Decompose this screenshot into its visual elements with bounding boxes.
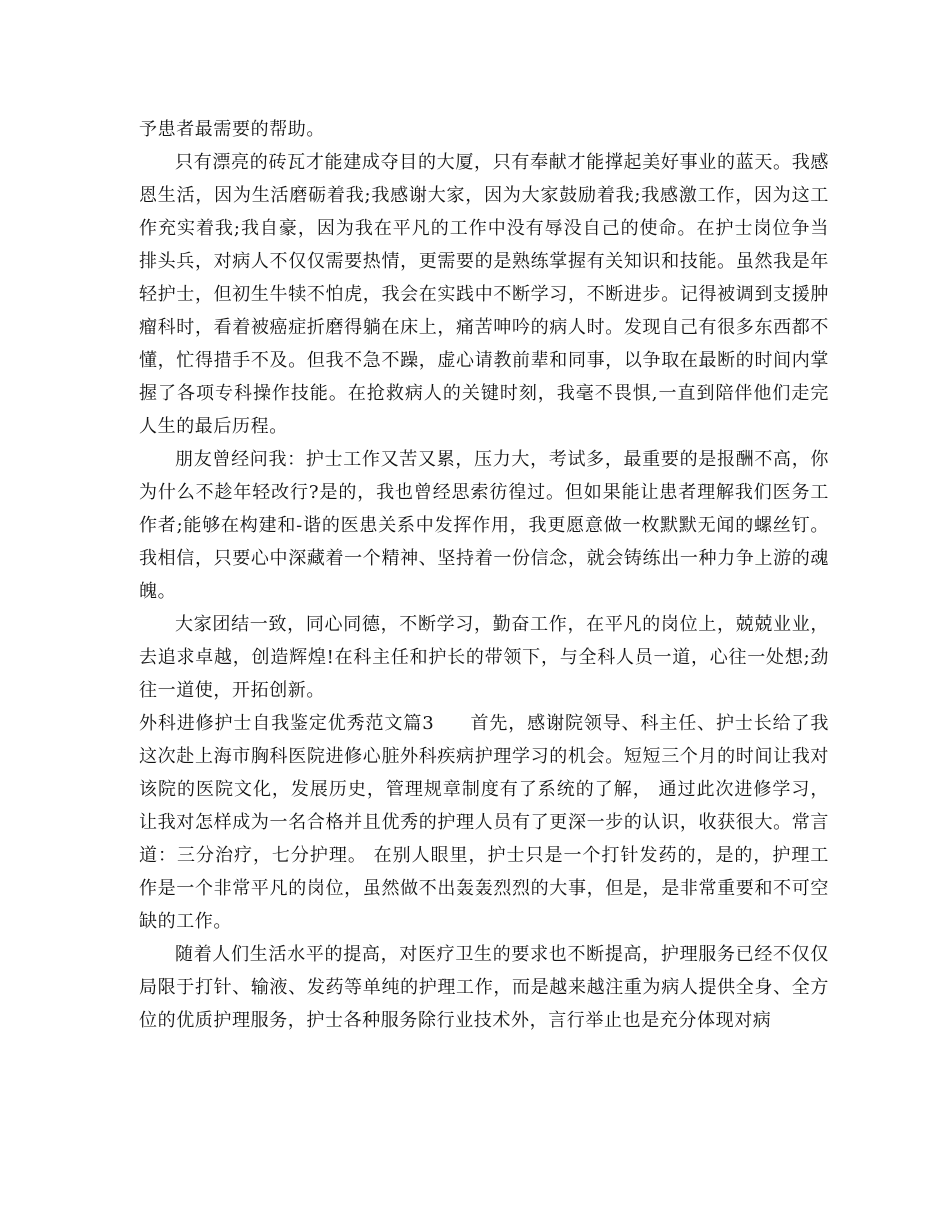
- paragraph-living-standards: 随着人们生活水平的提高，对医疗卫生的要求也不断提高，护理服务已经不仅仅局限于打针、输液、发药等单纯的护理工作，而是越来越注重为病人提供全身、全方位的优质护理服务，护士各种服务除行业技术外，言行举止也是充分体现对病: [139, 944, 829, 1031]
- paragraph-friend-question: 朋友曾经问我：护士工作又苦又累，压力大，考试多，最重要的是报酬不高，你为什么不趁年轻改行?是的，我也曾经思索彷徨过。但如果能让患者理解我们医务工作者;能够在构建和-谐的医患关系中发挥作用，我更愿意做一枚默默无闻的螺丝钉。我相信，只要心中深藏着一个精神、坚持着一份信念，就会铸练出一种力争上游的魂魄。: [139, 449, 829, 602]
- paragraph-article-3: [139, 707, 829, 938]
- paragraph-teamwork: 大家团结一致，同心同德，不断学习，勤奋工作，在平凡的岗位上，兢兢业业，去追求卓越，创造辉煌!在科主任和护长的带领下，与全科人员一道，心往一处想;劲往一道使，开拓创新。: [139, 614, 829, 701]
- paragraph-continuation: 予患者最需要的帮助。: [139, 119, 325, 140]
- article-title: 外科进修护士自我鉴定优秀范文篇3: [139, 713, 435, 734]
- paragraph-gratitude: 只有漂亮的砖瓦才能建成夺目的大厦，只有奉献才能撑起美好事业的蓝天。我感恩生活，因为生活磨砺着我;我感谢大家，因为大家鼓励着我;我感激工作，因为这工作充实着我;我自豪，因为我在平凡的工作中没有辱没自己的使命。在护士岗位争当排头兵，对病人不仅仅需要热情，更需要的是熟练掌握有关知识和技能。虽然我是年轻护士，但初生牛犊不怕虎，我会在实践中不断学习，不断进步。记得被调到支援肿瘤科时，看着被癌症折磨得躺在床上，痛苦呻吟的病人时。发现自己有很多东西都不懂，忙得措手不及。但我不急不躁，虚心请教前辈和同事，以争取在最断的时间内掌握了各项专科操作技能。在抢救病人的关键时刻，我毫不畏惧,一直到陪伴他们走完人生的最后历程。: [139, 152, 829, 437]
- document-body: [139, 113, 829, 1037]
- article-text: 首先，感谢院领导、科主任、护士长给了我这次赴上海市胸科医院进修心脏外科疾病护理学习的机会。短短三个月的时间让我对该院的医院文化，发展历史，管理规章制度有了系统的了解， 通过此次进修学习，让我对怎样成为一名合格并且优秀的护理人员有了更深一步的认识，收获很大。常言道：三分治疗，七分护理。 在别人眼里，护士只是一个打针发药的，是的，护理工作是一个非常平凡的岗位，虽然做不出轰轰烈烈的大事，但是，是非常重要和不可空缺的工作。: [139, 713, 829, 932]
